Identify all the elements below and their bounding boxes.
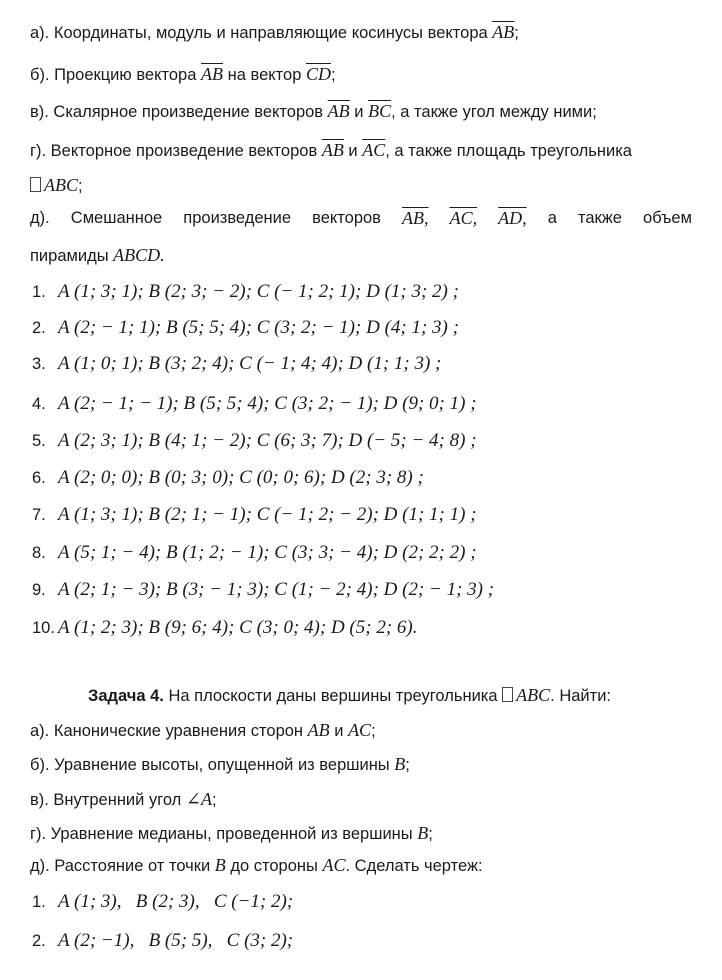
triangle-symbol-icon bbox=[30, 177, 41, 192]
task4-variant-1: 1. A (1; 3), B (2; 3), C (−1; 2); bbox=[32, 891, 294, 912]
vector-ad: AD, bbox=[498, 208, 527, 228]
variant-7: 7. A (1; 3; 1); B (2; 1; − 1); C (− 1; 2; − 2); D (1; 1; 1) ; bbox=[32, 504, 477, 525]
task4-item-v: в). Внутренний угол ∠A; bbox=[30, 789, 217, 809]
task4-item-b: б). Уравнение высоты, опущенной из вершины B; bbox=[30, 754, 410, 774]
variant-4: 4. A (2; − 1; − 1); B (5; 5; 4); C (3; 2; − 1); D (9; 0; 1) ; bbox=[32, 393, 477, 414]
vector-ab: $\overline{AB}$ bbox=[492, 22, 515, 42]
vector-ab: AB, bbox=[402, 208, 429, 228]
vector-ab: $\overline{AB}$ bbox=[321, 140, 344, 160]
vector-ac: AC, bbox=[449, 208, 478, 228]
variant-10: 10. A (1; 2; 3); B (9; 6; 4); C (3; 0; 4); D (5; 2; 6). bbox=[32, 617, 418, 638]
task4-item-g: г). Уравнение медианы, проведенной из вершины B; bbox=[30, 823, 433, 843]
item-v-scalar-product: в). Скалярное произведение векторов $\overline{AB}$ и $\overline{BC}$, а также угол между ними; bbox=[30, 101, 597, 121]
task4-item-d: д). Расстояние от точки B до стороны AC. Сделать чертеж: bbox=[30, 855, 483, 875]
variant-8: 8. A (5; 1; − 4); B (1; 2; − 1); C (3; 3; − 4); D (2; 2; 2) ; bbox=[32, 542, 477, 563]
item-g-vector-product: г). Векторное произведение векторов $\overline{AB}$ и $\overline{AC}$, а также площадь треугольника bbox=[30, 140, 632, 160]
variant-9: 9. A (2; 1; − 3); B (3; − 1; 3); C (1; − 2; 4); D (2; − 1; 3) ; bbox=[32, 579, 495, 600]
item-g-triangle: ABC; bbox=[30, 173, 83, 198]
vector-cd: $\overline{CD}$ bbox=[305, 64, 331, 84]
angle-a: ∠A bbox=[185, 789, 212, 809]
vector-ab: $\overline{AB}$ bbox=[327, 101, 350, 121]
item-b-projection: б). Проекцию вектора $\overline{AB}$ на вектор $\overline{CD}$; bbox=[30, 64, 336, 84]
item-d-pyramid: пирамиды ABCD. bbox=[30, 245, 165, 265]
item-a-coordinates: а). Координаты, модуль и направляющие косинусы вектора $\overline{AB}$; bbox=[30, 22, 519, 42]
variant-5: 5. A (2; 3; 1); B (4; 1; − 2); C (6; 3; 7); D (− 5; − 4; 8) ; bbox=[32, 430, 477, 451]
item-d-mixed-product: д). Смешанное произведение векторов AB, AC, AD, а также объем bbox=[30, 208, 692, 228]
variant-3: 3. A (1; 0; 1); B (3; 2; 4); C (− 1; 4; 4); D (1; 1; 3) ; bbox=[32, 353, 442, 374]
variant-1: 1. A (1; 3; 1); B (2; 3; − 2); C (− 1; 2; 1); D (1; 3; 2) ; bbox=[32, 281, 459, 302]
triangle-symbol-icon bbox=[502, 687, 513, 702]
task4-item-a: а). Канонические уравнения сторон AB и AC; bbox=[30, 720, 376, 740]
task4-variant-2: 2. A (2; −1), B (5; 5), C (3; 2); bbox=[32, 930, 294, 951]
variant-6: 6. A (2; 0; 0); B (0; 3; 0); C (0; 0; 6); D (2; 3; 8) ; bbox=[32, 467, 424, 488]
vector-ac: $\overline{AC}$ bbox=[362, 140, 386, 160]
variant-2: 2. A (2; − 1; 1); B (5; 5; 4); C (3; 2; − 1); D (4; 1; 3) ; bbox=[32, 317, 459, 338]
task-4-title: Задача 4. На плоскости даны вершины треугольника ABC. Найти: bbox=[88, 685, 611, 705]
vector-ab: $\overline{AB}$ bbox=[201, 64, 224, 84]
vector-bc: $\overline{BC}$ bbox=[368, 101, 392, 121]
